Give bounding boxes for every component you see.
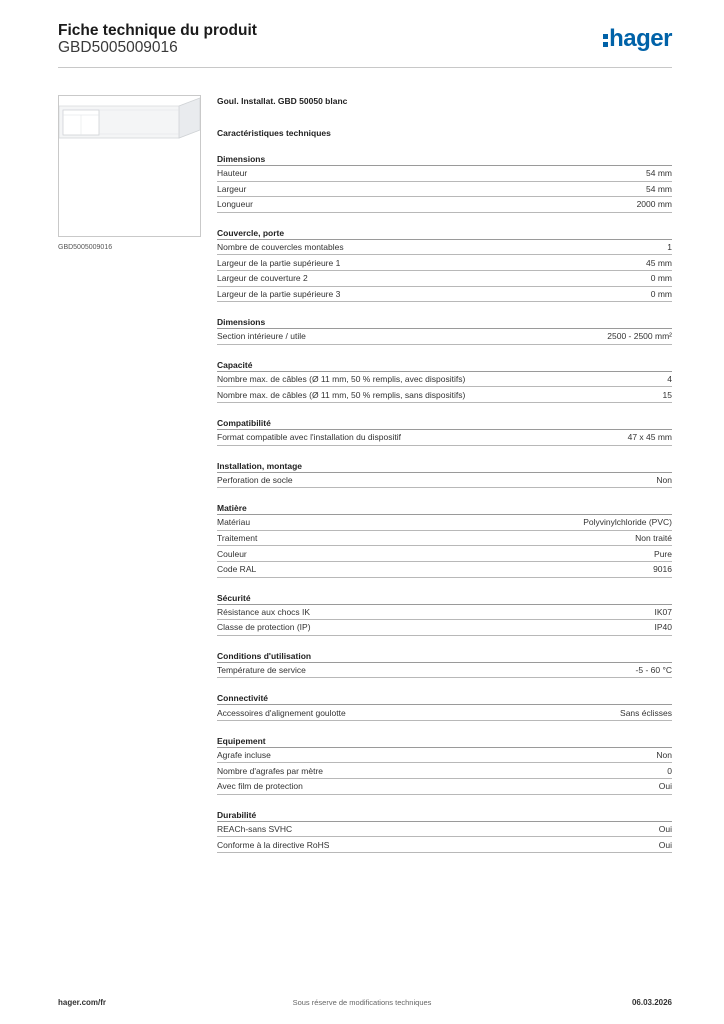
spec-value: 15 (662, 389, 672, 400)
spec-row (217, 240, 672, 256)
spec-section-equipment (217, 735, 672, 795)
spec-section-durability (217, 809, 672, 853)
image-caption: GBD5005009016 (58, 244, 113, 251)
spec-row (217, 255, 672, 271)
spec-label: Largeur de couverture 2 (217, 273, 308, 284)
spec-value: Oui (658, 823, 672, 834)
spec-value: 54 mm (646, 183, 672, 194)
spec-label: Nombre d'agrafes par mètre (217, 765, 324, 776)
spec-value: Polyvinylchloride (PVC) (583, 517, 672, 528)
spec-value: 9016 (653, 564, 672, 575)
spec-value: 0 mm (650, 288, 672, 299)
spec-row (217, 197, 672, 213)
section-title: Dimensions (217, 316, 672, 329)
spec-value: IK07 (654, 606, 672, 617)
spec-label: Largeur de la partie supérieure 1 (217, 257, 341, 268)
spec-value: 45 mm (646, 257, 672, 268)
product-name: Goul. Installat. GBD 50050 blanc (217, 96, 348, 106)
spec-value: Sans éclisses (620, 707, 672, 718)
spec-value: Oui (658, 781, 672, 792)
section-title: Durabilité (217, 809, 672, 822)
spec-value: 1 (667, 242, 672, 253)
hager-logo (603, 27, 672, 51)
logo-dots-icon (603, 32, 608, 48)
section-title: Dimensions (217, 153, 672, 166)
spec-label: Code RAL (217, 564, 257, 575)
spec-row (217, 562, 672, 578)
spec-row (217, 663, 672, 679)
spec-row (217, 271, 672, 287)
spec-section-material (217, 502, 672, 577)
spec-section-compatibility (217, 417, 672, 446)
spec-value: -5 - 60 °C (635, 664, 672, 675)
spec-row (217, 329, 672, 345)
spec-label: Matériau (217, 517, 251, 528)
spec-value: Non (656, 750, 672, 761)
spec-value: 0 (667, 765, 672, 776)
spec-row (217, 166, 672, 182)
spec-row (217, 372, 672, 388)
spec-row (217, 387, 672, 403)
spec-section-safety (217, 592, 672, 636)
spec-section-connectivity (217, 692, 672, 721)
spec-value: Non traité (635, 533, 672, 544)
spec-section-cover (217, 227, 672, 302)
spec-label: Nombre max. de câbles (Ø 11 mm, 50 % remplis, avec dispositifs) (217, 374, 466, 385)
spec-section-installation (217, 460, 672, 489)
spec-value: IP40 (654, 622, 672, 633)
page-title: Fiche technique du produit (58, 22, 257, 39)
spec-label: Agrafe incluse (217, 750, 271, 761)
spec-row (217, 287, 672, 303)
footer-date: 06.03.2026 (631, 998, 672, 1007)
spec-row (217, 705, 672, 721)
product-image (58, 95, 201, 237)
spec-label: Température de service (217, 664, 306, 675)
cable-trunking-illustration (59, 96, 200, 236)
spec-value: Oui (658, 839, 672, 850)
spec-row (217, 822, 672, 838)
spec-value: Pure (654, 548, 672, 559)
spec-row (217, 546, 672, 562)
spec-content (217, 96, 672, 853)
logo-text: hager (609, 25, 672, 52)
spec-label: Largeur de la partie supérieure 3 (217, 288, 341, 299)
section-title: Conditions d'utilisation (217, 650, 672, 663)
spec-section-dimensions (217, 153, 672, 213)
footer-website-link[interactable]: hager.com/fr (58, 998, 107, 1007)
spec-label: Avec film de protection (217, 781, 303, 792)
spec-row (217, 430, 672, 446)
section-title: Matière (217, 502, 672, 515)
spec-label: Conforme à la directive RoHS (217, 839, 330, 850)
spec-label: Nombre de couvercles montables (217, 242, 344, 253)
spec-section-usage-conditions (217, 650, 672, 679)
spec-row (217, 763, 672, 779)
section-title: Capacité (217, 359, 672, 372)
spec-label: Classe de protection (IP) (217, 622, 311, 633)
spec-label: Résistance aux chocs IK (217, 606, 311, 617)
spec-value: 4 (667, 374, 672, 385)
product-reference: GBD5005009016 (58, 39, 178, 56)
section-title: Compatibilité (217, 417, 672, 430)
spec-label: Perforation de socle (217, 474, 293, 485)
tech-characteristics-heading: Caractéristiques techniques (217, 128, 331, 138)
section-title: Equipement (217, 735, 672, 748)
spec-section-capacity (217, 359, 672, 403)
spec-value: 47 x 45 mm (627, 432, 672, 443)
spec-row (217, 748, 672, 764)
spec-label: Nombre max. de câbles (Ø 11 mm, 50 % remplis, sans dispositifs) (217, 389, 466, 400)
header-divider (58, 67, 672, 68)
spec-label: Hauteur (217, 168, 248, 179)
section-title: Installation, montage (217, 460, 672, 473)
spec-value: 2500 - 2500 mm² (607, 331, 672, 342)
spec-label: REACh-sans SVHC (217, 823, 293, 834)
spec-row (217, 182, 672, 198)
spec-label: Longueur (217, 199, 253, 210)
spec-label: Format compatible avec l'installation du dispositif (217, 432, 401, 443)
spec-label: Section intérieure / utile (217, 331, 306, 342)
section-title: Sécurité (217, 592, 672, 605)
spec-label: Traitement (217, 533, 258, 544)
spec-value: 2000 mm (636, 199, 672, 210)
spec-row (217, 531, 672, 547)
spec-row (217, 779, 672, 795)
spec-label: Couleur (217, 548, 247, 559)
spec-label: Largeur (217, 183, 247, 194)
spec-row (217, 620, 672, 636)
spec-row (217, 837, 672, 853)
spec-row (217, 473, 672, 489)
spec-value: 0 mm (650, 273, 672, 284)
spec-label: Accessoires d'alignement goulotte (217, 707, 346, 718)
section-title: Connectivité (217, 692, 672, 705)
spec-section-dimensions-2 (217, 316, 672, 345)
spec-value: Non (656, 474, 672, 485)
spec-row (217, 605, 672, 621)
section-title: Couvercle, porte (217, 227, 672, 240)
spec-value: 54 mm (646, 168, 672, 179)
spec-row (217, 515, 672, 531)
footer-notice: Sous réserve de modifications techniques (292, 998, 432, 1007)
